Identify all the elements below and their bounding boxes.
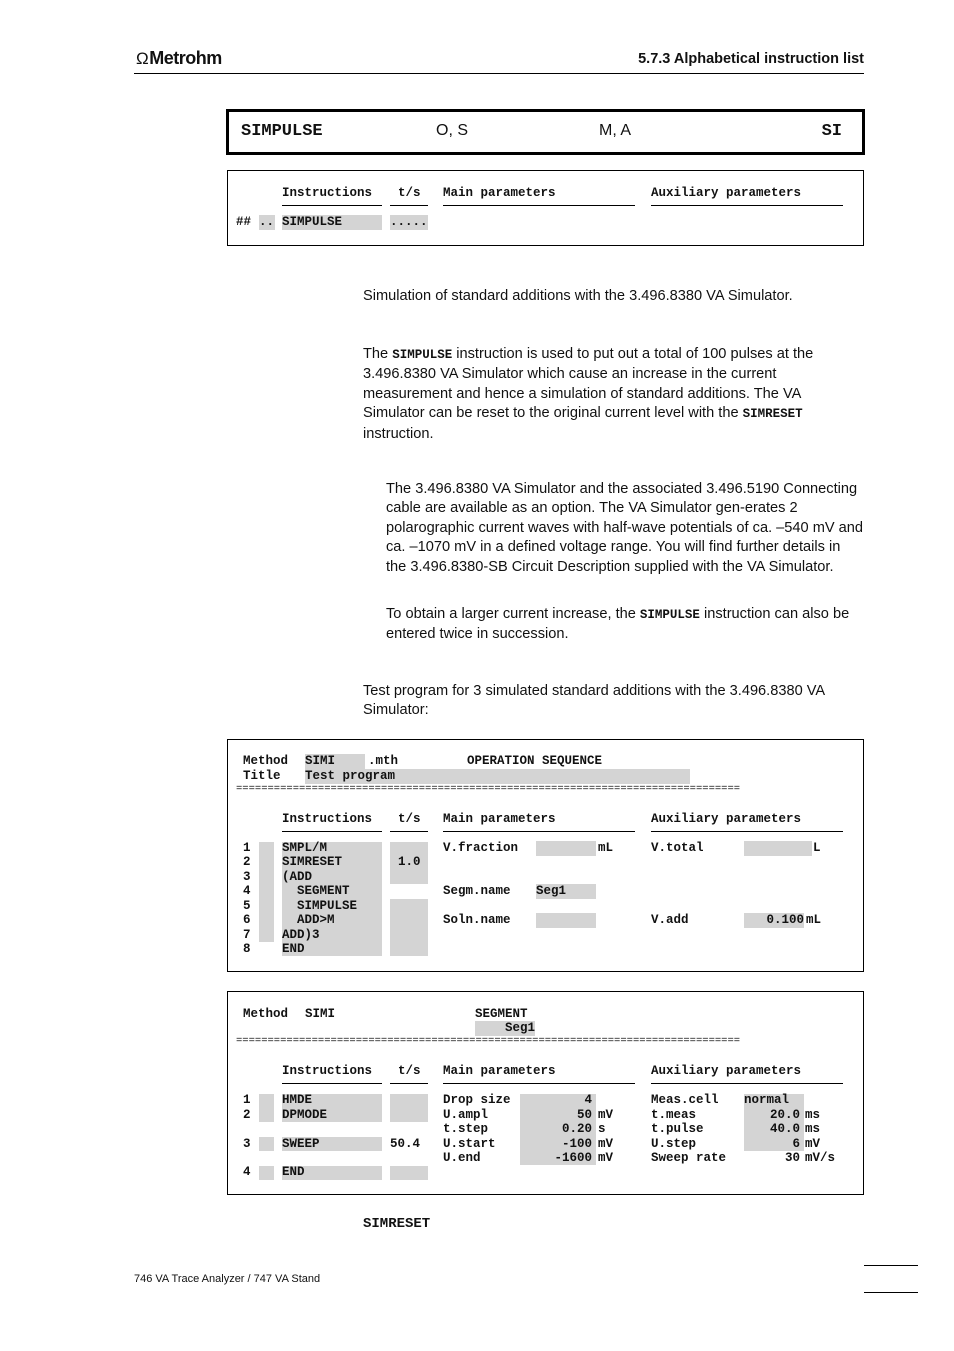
footer-product: 746 VA Trace Analyzer / 747 VA Stand <box>134 1273 321 1285</box>
param-label: t.meas <box>651 1108 697 1122</box>
syntax-panel <box>227 170 864 246</box>
col-instructions: Instructions <box>282 812 373 826</box>
param-unit: mL <box>806 913 822 927</box>
param-label: U.end <box>443 1151 481 1165</box>
instruction: ADD)3 <box>282 928 320 942</box>
row-number: 5 <box>243 899 251 913</box>
instruction: DPMODE <box>282 1108 328 1122</box>
underline <box>282 831 382 832</box>
method-name: SIMI <box>305 754 365 769</box>
param-label: Segm.name <box>443 884 511 898</box>
instruction: SIMPULSE <box>282 899 358 913</box>
col-ts: t/s <box>398 812 421 826</box>
instruction: END <box>282 1165 305 1179</box>
purpose-paragraph: Simulation of standard additions with the 3.496.8380 VA Simulator. <box>363 288 793 304</box>
instruction: SWEEP <box>282 1137 320 1151</box>
keyword-simreset: SIMRESET <box>742 407 803 422</box>
param-label: Drop size <box>443 1093 511 1107</box>
param-unit: ms <box>805 1122 821 1136</box>
omega-logo-icon: Ω <box>136 49 149 68</box>
segment-heading: SEGMENT <box>475 1007 528 1021</box>
param-label: t.step <box>443 1122 489 1136</box>
usage-text: instruction. <box>363 425 434 442</box>
param-value <box>536 841 596 856</box>
col-main: Main parameters <box>443 1064 556 1078</box>
separator: ================================================================================ <box>236 783 741 795</box>
row-number: 8 <box>243 942 251 956</box>
row-number: 4 <box>243 884 251 898</box>
col-aux: Auxiliary parameters <box>651 186 802 200</box>
underline <box>282 205 382 206</box>
separator: ================================================================================ <box>236 1035 741 1047</box>
param-unit: s <box>598 1122 606 1136</box>
breakpoint-column <box>259 1166 274 1180</box>
ts-field <box>390 1166 428 1180</box>
metrohm-logo <box>136 48 222 69</box>
row-ts: ..... <box>390 215 428 229</box>
param-value: 4 <box>584 1093 592 1107</box>
instruction-title-box <box>226 109 865 155</box>
title-label: Title <box>243 769 281 783</box>
instruction: SMPL/M <box>282 841 328 855</box>
col-ts: t/s <box>398 1064 421 1078</box>
method-name: SIMI <box>305 1007 336 1021</box>
param-value: 50 <box>576 1108 592 1122</box>
ts-value: 50.4 <box>390 1137 421 1151</box>
underline <box>651 1083 843 1084</box>
instruction: SIMRESET <box>282 855 343 869</box>
row-number: 2 <box>243 855 251 869</box>
note-paragraph-2 <box>386 605 864 645</box>
row-number: 6 <box>243 913 251 927</box>
param-label: Sweep rate <box>651 1151 727 1165</box>
param-unit: mV <box>598 1137 614 1151</box>
footer-rule <box>864 1265 918 1266</box>
keyword-simpulse: SIMPULSE <box>639 608 700 622</box>
col-main: Main parameters <box>443 186 556 200</box>
col-ts: t/s <box>398 186 421 200</box>
footer-rule <box>864 1292 918 1293</box>
param-label: U.start <box>443 1137 496 1151</box>
note-text: To obtain a larger current increase, the <box>386 606 640 622</box>
param-value: -1600 <box>554 1151 592 1165</box>
underline <box>390 1083 428 1084</box>
instruction: ADD>M <box>282 913 335 927</box>
param-value <box>536 913 596 928</box>
header-rule <box>134 73 864 74</box>
method-label: Method <box>243 1007 289 1021</box>
instruction-name: SIMPULSE <box>241 122 323 141</box>
instruction: (ADD <box>282 870 313 884</box>
param-value: -100 <box>561 1137 592 1151</box>
param-value: normal <box>744 1093 790 1107</box>
param-label: t.pulse <box>651 1122 704 1136</box>
row-number: 2 <box>243 1108 251 1122</box>
underline <box>651 831 843 832</box>
see-also-keyword: SIMRESET <box>363 1216 431 1232</box>
breakpoint-column <box>259 1094 274 1122</box>
param-value: Seg1 <box>536 884 596 899</box>
param-value: 30 <box>784 1151 800 1165</box>
title-value: Test program <box>305 769 690 784</box>
instruction-mode-1: O, S <box>436 122 469 139</box>
underline <box>443 1083 635 1084</box>
row-prefix: ## <box>236 215 252 229</box>
col-aux: Auxiliary parameters <box>651 812 802 826</box>
param-unit: mV <box>805 1137 821 1151</box>
param-unit: L <box>813 841 821 855</box>
brand-name: Metrohm <box>149 48 222 68</box>
param-label: Soln.name <box>443 913 511 927</box>
param-label: Meas.cell <box>651 1093 719 1107</box>
param-unit: mV <box>598 1108 614 1122</box>
method-label: Method <box>243 754 289 768</box>
segment-panel <box>227 991 864 1195</box>
col-instructions: Instructions <box>282 186 373 200</box>
underline <box>443 831 635 832</box>
section-title: 5.7.3 Alphabetical instruction list <box>638 51 864 67</box>
row-instruction: SIMPULSE <box>282 215 382 230</box>
note-paragraph-1: The 3.496.8380 VA Simulator and the associated 3.496.5190 Connecting cable are available as an option. The VA Simulator gen-erates 2 polarographic current waves with half-wave potentials of ca. –540 mV and ca. –1070 mV in a defined voltage range. You will find further details in the 3.496.8380-SB Circuit Description supplied with the VA Simulator. <box>386 481 863 575</box>
param-value: 6 <box>792 1137 800 1151</box>
param-label: V.total <box>651 841 704 855</box>
col-instructions: Instructions <box>282 1064 373 1078</box>
param-value: 40.0 <box>769 1122 800 1136</box>
row-number: 3 <box>243 870 251 884</box>
underline <box>651 205 843 206</box>
param-unit: mV <box>598 1151 614 1165</box>
instruction: HMDE <box>282 1093 313 1107</box>
row-dots: .. <box>259 215 275 229</box>
usage-text: instruction is used to put out a total of 100 pulses at the 3.496.8380 VA Simulator which cause an increase in the current measurement and hence a simulation of standard additions. The VA Simulator can be reset to the original current level with the <box>363 346 814 422</box>
operation-sequence-panel <box>227 739 864 972</box>
underline <box>282 1083 382 1084</box>
param-value: 0.20 <box>561 1122 592 1136</box>
param-value: 0.100 <box>744 913 804 928</box>
param-label: U.step <box>651 1137 697 1151</box>
example-paragraph: Test program for 3 simulated standard additions with the 3.496.8380 VA Simulator: <box>363 683 825 719</box>
keyword-simpulse: SIMPULSE <box>392 348 453 362</box>
param-label: V.fraction <box>443 841 519 855</box>
method-extension: .mth <box>368 754 399 768</box>
instruction: END <box>282 942 305 956</box>
ts-field <box>390 899 428 956</box>
underline <box>443 205 635 206</box>
row-number: 7 <box>243 928 251 942</box>
underline <box>390 831 428 832</box>
col-main: Main parameters <box>443 812 556 826</box>
row-number: 1 <box>243 841 251 855</box>
param-unit: mL <box>598 841 614 855</box>
param-label: V.add <box>651 913 689 927</box>
instruction-abbreviation: SI <box>821 122 842 141</box>
row-number: 3 <box>243 1137 251 1151</box>
note-text: instruction can also be entered twice in succession. <box>386 606 850 643</box>
usage-text: The <box>363 346 393 362</box>
breakpoint-column <box>259 1137 274 1151</box>
segment-name: Seg1 <box>475 1021 535 1036</box>
param-value: 20.0 <box>769 1108 800 1122</box>
underline <box>390 205 428 206</box>
ts-field <box>390 1094 428 1122</box>
row-number: 1 <box>243 1093 251 1107</box>
instruction: SEGMENT <box>282 884 350 898</box>
param-label: U.ampl <box>443 1108 489 1122</box>
col-aux: Auxiliary parameters <box>651 1064 802 1078</box>
ts-value: 1.0 <box>398 855 421 869</box>
row-number: 4 <box>243 1165 251 1179</box>
param-value <box>744 841 812 856</box>
sequence-heading: OPERATION SEQUENCE <box>467 754 603 768</box>
param-unit: ms <box>805 1108 821 1122</box>
instruction-mode-2: M, A <box>599 122 632 139</box>
usage-paragraph <box>363 345 863 444</box>
breakpoint-column <box>259 842 274 942</box>
param-unit: mV/s <box>805 1151 836 1165</box>
